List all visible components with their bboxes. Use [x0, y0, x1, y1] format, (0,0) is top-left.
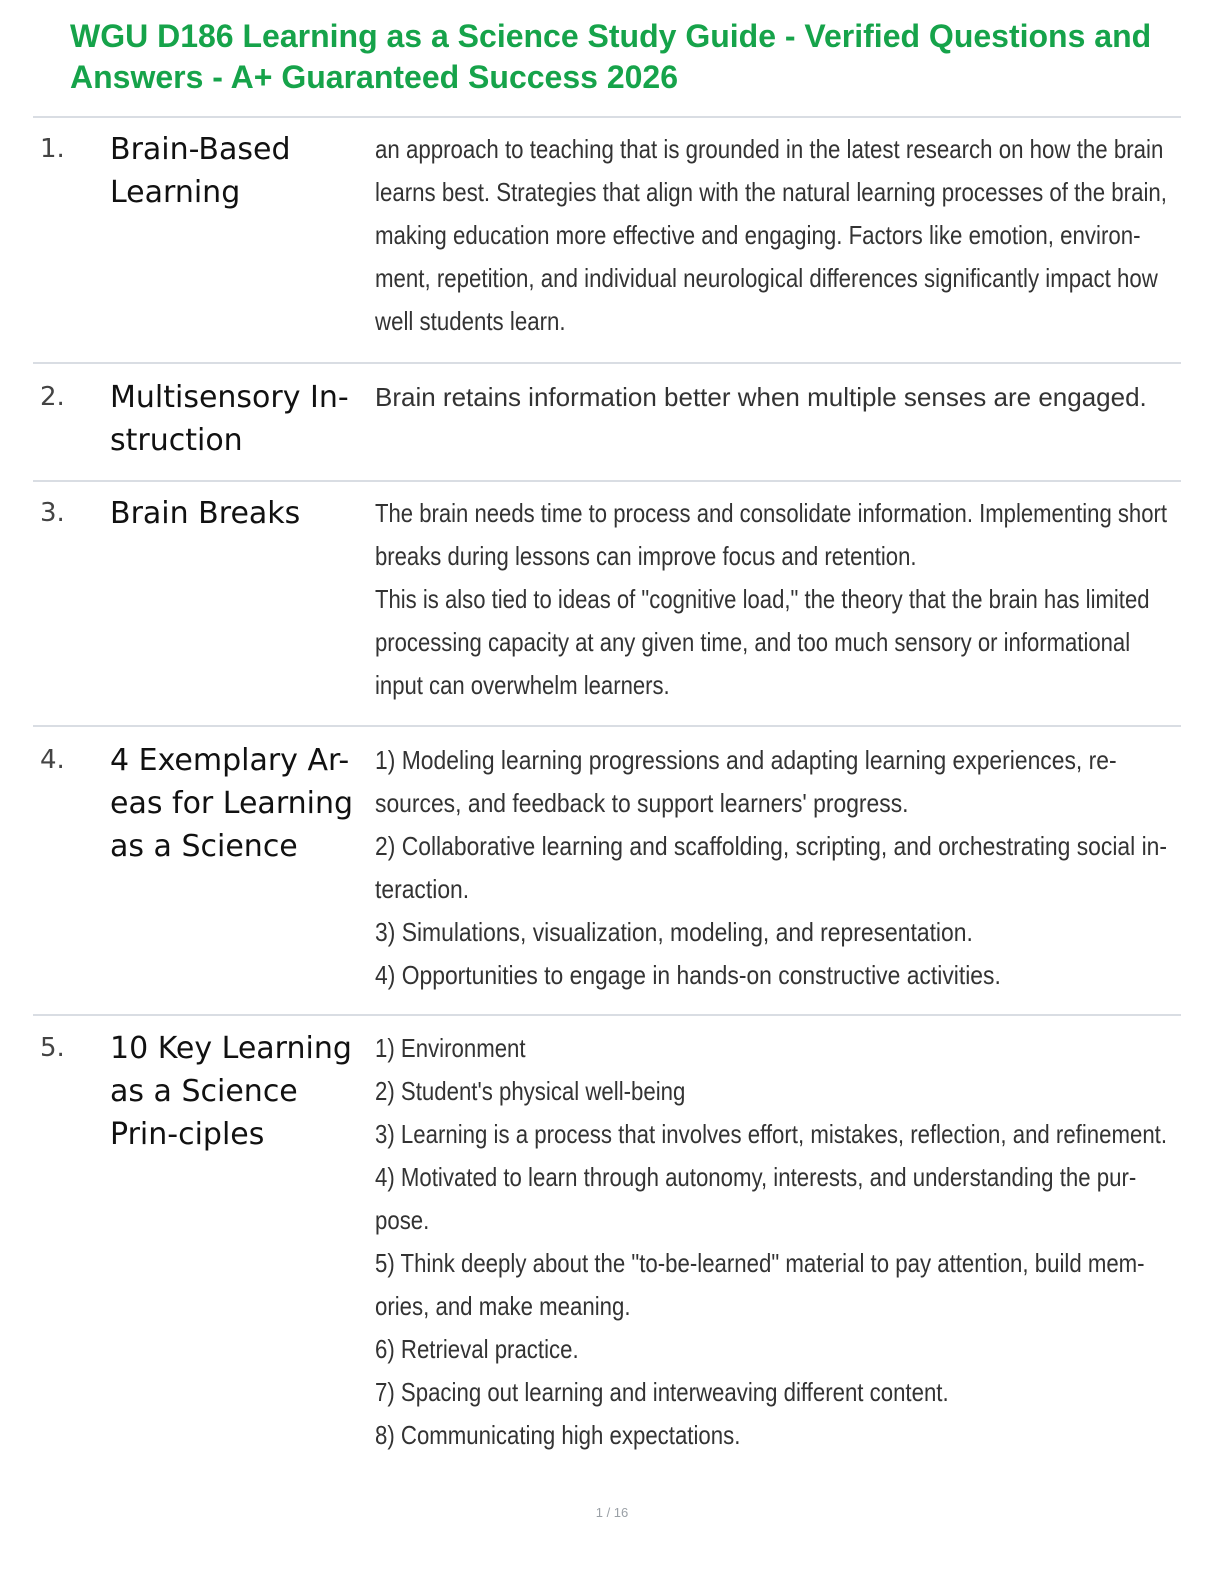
- entry-definition: [375, 376, 1167, 419]
- definition-line: ment, repetition, and individual neurological differences significantly impact how: [375, 263, 1158, 293]
- divider: [33, 362, 1181, 364]
- divider: [33, 116, 1181, 118]
- definition-line: processing capacity at any given time, and too much sensory or informational: [375, 627, 1131, 657]
- entry-number: 2.: [40, 382, 65, 412]
- page-number: 1 / 16: [595, 1505, 629, 1520]
- entry-term: Brain-Based Learning: [110, 132, 291, 210]
- entry-number: 1.: [40, 134, 65, 164]
- definition-line: The brain needs time to process and consolidate information. Implementing short: [375, 498, 1167, 528]
- definition-line: 2) Collaborative learning and scaffolding, scripting, and orchestrating social in-: [375, 831, 1168, 861]
- definition-line: 4) Opportunities to engage in hands-on constructive activities.: [375, 960, 1001, 990]
- definition-line: teraction.: [375, 874, 470, 904]
- definition-line: 7) Spacing out learning and interweaving different content.: [375, 1377, 949, 1407]
- definition-line: ories, and make meaning.: [375, 1291, 631, 1321]
- definition-line: 1) Environment: [375, 1033, 526, 1063]
- entry-number: 3.: [40, 498, 65, 528]
- definition-line: 8) Communicating high expectations.: [375, 1420, 741, 1450]
- entry-term: 10 Key Learning as a Science Prin-ciples: [110, 1031, 352, 1152]
- definition-line: input can overwhelm learners.: [375, 670, 670, 700]
- entry-definition: [375, 492, 1167, 707]
- entry-term: Multisensory In-struction: [110, 380, 349, 458]
- definition-line: pose.: [375, 1205, 430, 1235]
- entry-definition: [375, 128, 1167, 343]
- divider: [33, 480, 1181, 482]
- definition-line: 6) Retrieval practice.: [375, 1334, 579, 1364]
- definition-line: sources, and feedback to support learners' progress.: [375, 788, 909, 818]
- definition-line: learns best. Strategies that align with the natural learning processes of the brain,: [375, 177, 1167, 207]
- document-title: WGU D186 Learning as a Science Study Guide - Verified Questions and Answers - A+ Guaranteed Success 2026: [70, 18, 1152, 95]
- entry-definition: [375, 1027, 1167, 1457]
- definition-line: well students learn.: [375, 306, 566, 336]
- definition-line: 4) Motivated to learn through autonomy, interests, and understanding the pur-: [375, 1162, 1137, 1192]
- entry-term: Brain Breaks: [110, 496, 301, 531]
- entry-number: 4.: [40, 745, 65, 775]
- definition-line: 1) Modeling learning progressions and adapting learning experiences, re-: [375, 745, 1117, 775]
- definition-line: making education more effective and engaging. Factors like emotion, environ-: [375, 220, 1141, 250]
- definition-line: Brain retains information better when multiple senses are engaged.: [375, 382, 1147, 412]
- definition-line: breaks during lessons can improve focus and retention.: [375, 541, 917, 571]
- definition-line: 3) Simulations, visualization, modeling, and representation.: [375, 917, 973, 947]
- entry-number: 5.: [40, 1033, 65, 1063]
- divider: [33, 1014, 1181, 1016]
- definition-line: 2) Student's physical well-being: [375, 1076, 686, 1106]
- definition-line: an approach to teaching that is grounded in the latest research on how the brain: [375, 134, 1164, 164]
- definition-line: 3) Learning is a process that involves effort, mistakes, reflection, and refinement.: [375, 1119, 1168, 1149]
- entry-term: 4 Exemplary Ar-eas for Learning as a Science: [110, 743, 354, 864]
- definition-line: 5) Think deeply about the "to-be-learned" material to pay attention, build mem-: [375, 1248, 1145, 1278]
- divider: [33, 725, 1181, 727]
- entry-definition: [375, 739, 1167, 997]
- definition-line: This is also tied to ideas of "cognitive load," the theory that the brain has limited: [375, 584, 1150, 614]
